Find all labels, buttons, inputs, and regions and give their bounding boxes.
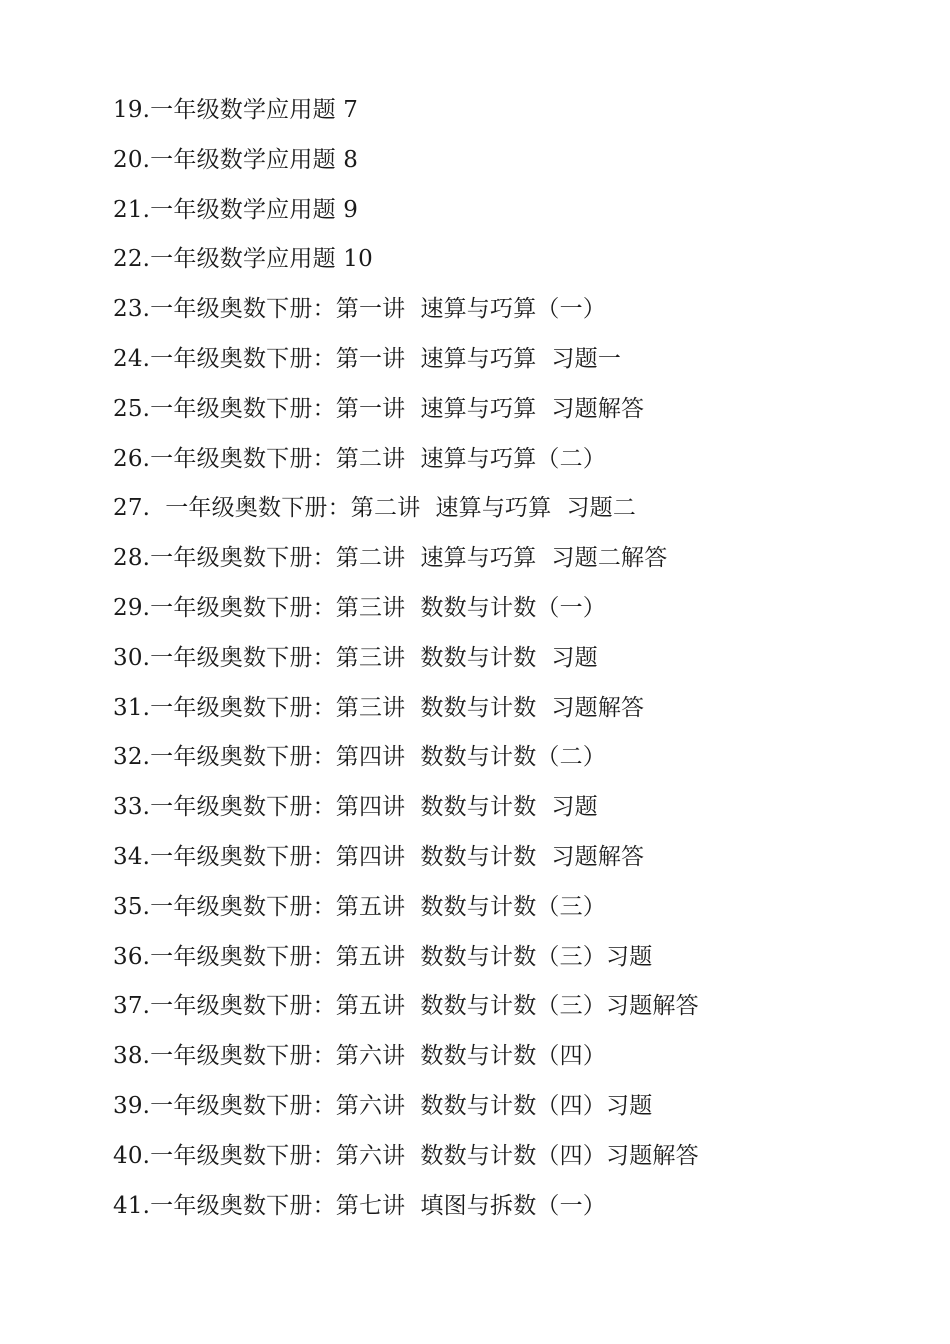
toc-entry-24: 24.一年级奥数下册：第一讲 速算与巧算 习题一 — [113, 345, 622, 372]
toc-entry-21: 21.一年级数学应用题 9 — [113, 196, 359, 223]
toc-entry-41: 41.一年级奥数下册：第七讲 填图与拆数（一） — [113, 1192, 606, 1219]
table-of-contents-list — [113, 86, 913, 1231]
toc-entry-36: 36.一年级奥数下册：第五讲 数数与计数（三）习题 — [113, 943, 653, 970]
toc-entry-25: 25.一年级奥数下册：第一讲 速算与巧算 习题解答 — [113, 395, 645, 422]
toc-entry-38: 38.一年级奥数下册：第六讲 数数与计数（四） — [113, 1043, 606, 1070]
toc-entry-31: 31.一年级奥数下册：第三讲 数数与计数 习题解答 — [113, 694, 645, 721]
toc-entry-29: 29.一年级奥数下册：第三讲 数数与计数（一） — [113, 594, 606, 621]
toc-entry-22: 22.一年级数学应用题 10 — [113, 246, 373, 273]
toc-entry-20: 20.一年级数学应用题 8 — [113, 146, 359, 173]
toc-entry-26: 26.一年级奥数下册：第二讲 速算与巧算（二） — [113, 445, 606, 472]
toc-entry-35: 35.一年级奥数下册：第五讲 数数与计数（三） — [113, 893, 606, 920]
toc-entry-23: 23.一年级奥数下册：第一讲 速算与巧算（一） — [113, 296, 606, 323]
toc-entry-39: 39.一年级奥数下册：第六讲 数数与计数（四）习题 — [113, 1092, 653, 1119]
toc-entry-28: 28.一年级奥数下册：第二讲 速算与巧算 习题二解答 — [113, 545, 668, 572]
toc-entry-33: 33.一年级奥数下册：第四讲 数数与计数 习题 — [113, 794, 598, 821]
toc-entry-40: 40.一年级奥数下册：第六讲 数数与计数（四）习题解答 — [113, 1142, 699, 1169]
toc-entry-34: 34.一年级奥数下册：第四讲 数数与计数 习题解答 — [113, 843, 645, 870]
toc-entry-27: 27. 一年级奥数下册：第二讲 速算与巧算 习题二 — [113, 495, 637, 522]
toc-entry-32: 32.一年级奥数下册：第四讲 数数与计数（二） — [113, 744, 606, 771]
toc-entry-37: 37.一年级奥数下册：第五讲 数数与计数（三）习题解答 — [113, 993, 699, 1020]
toc-entry-19: 19.一年级数学应用题 7 — [113, 97, 359, 123]
toc-entry-30: 30.一年级奥数下册：第三讲 数数与计数 习题 — [113, 644, 598, 671]
